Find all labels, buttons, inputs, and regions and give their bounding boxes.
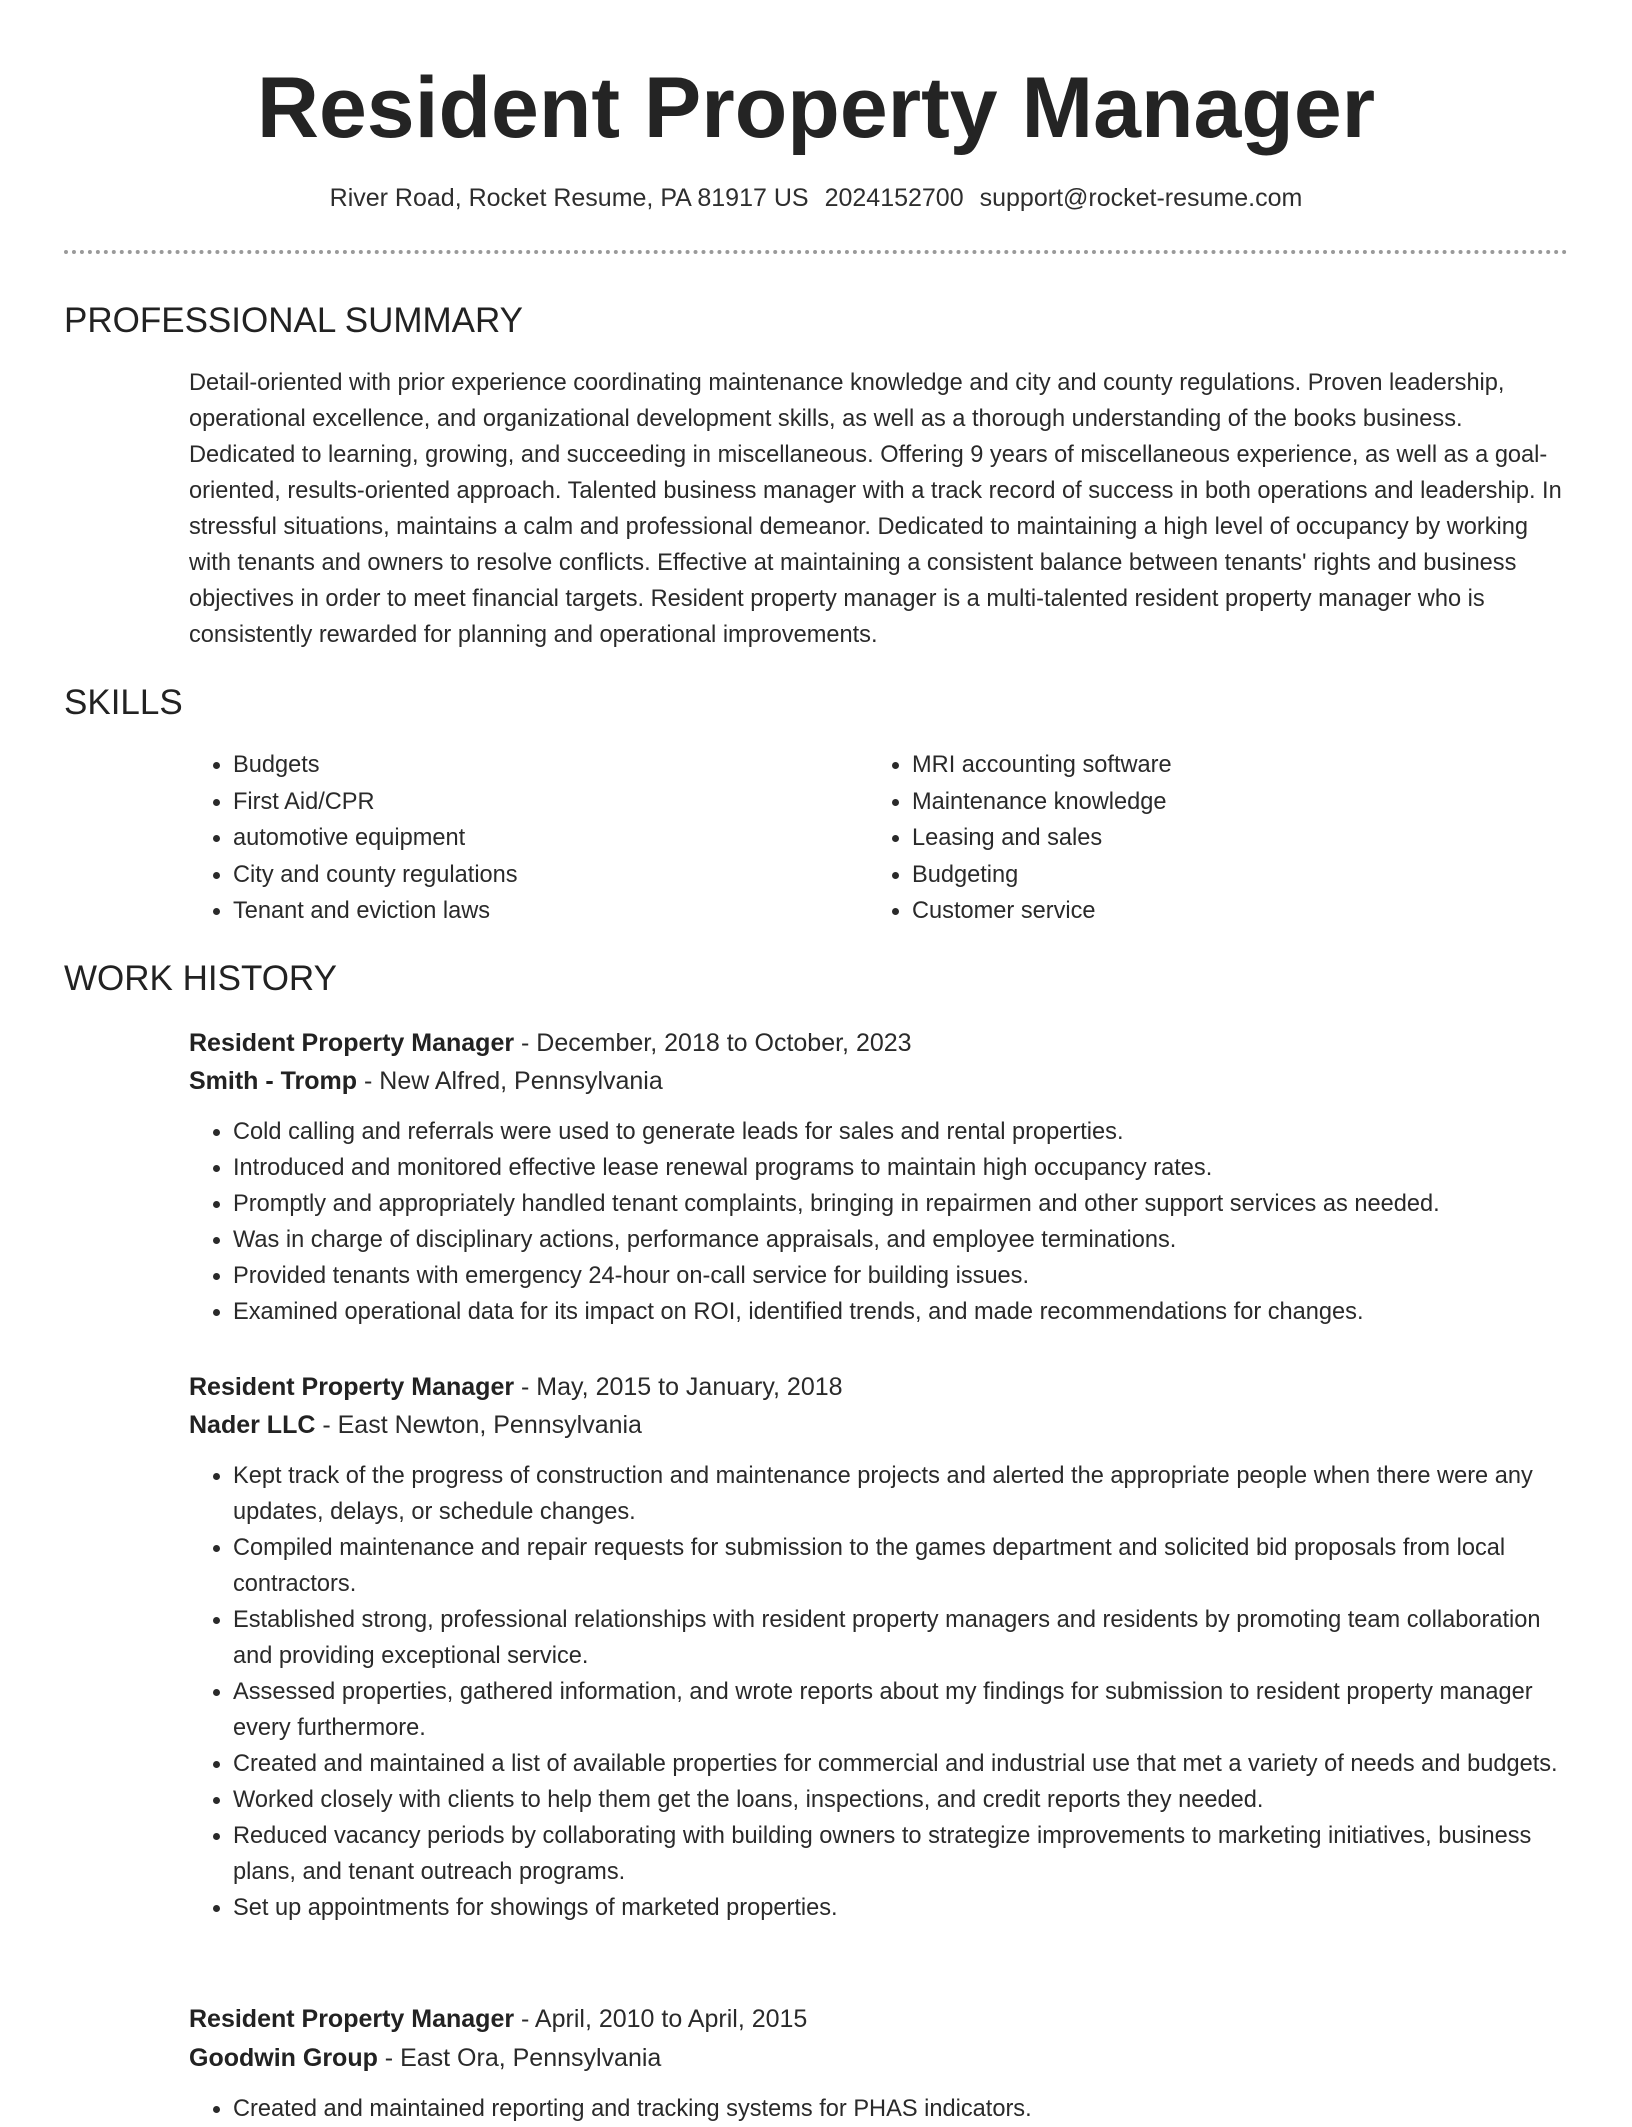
job-title: Resident Property Manager <box>189 2005 515 2033</box>
job-entry <box>189 1024 1569 1330</box>
skills-column-left <box>189 747 868 930</box>
job-company-line <box>189 2039 1569 2077</box>
contact-email: support@rocket-resume.com <box>979 184 1303 212</box>
skills-column-right <box>868 747 1547 930</box>
job-entry <box>189 1999 1569 2127</box>
summary-text: Detail-oriented with prior experience coordinating maintenance knowledge and city and county regulations. Proven leadership, operational excellence, and organizational development skills, as well as a thorough understanding of the books business. Dedicated to learning, growing, and succeeding in miscellaneous. Offering 9 years of miscellaneous experience, as well as a goal-oriented, results-oriented approach. Talented business manager with a track record of success in both operations and leadership. In stressful situations, maintains a calm and professional demeanor. Dedicated to maintaining a high level of occupancy by working with tenants and owners to resolve conflicts. Effective at maintaining a consistent balance between tenants' rights and business objectives in order to meet financial targets. Resident property manager is a multi-talented resident property manager who is consistently rewarded for planning and operational improvements. <box>189 370 1562 648</box>
job-title-line <box>189 1368 1569 1406</box>
job-bullets <box>189 1114 1569 1330</box>
skills-list <box>189 747 1564 930</box>
job-title: Resident Property Manager <box>189 1373 515 1401</box>
skill-item: • First Aid/CPR <box>233 784 868 821</box>
contact-address: River Road, Rocket Resume, PA 81917 US <box>329 184 809 212</box>
job-company: Smith - Tromp <box>189 1067 358 1095</box>
job-title-line <box>189 1024 1569 1062</box>
job-location: - New Alfred, Pennsylvania <box>357 1067 663 1095</box>
skill-item: • Tenant and eviction laws <box>233 893 868 930</box>
job-dates: - May, 2015 to January, 2018 <box>514 1373 843 1401</box>
job-bullet: • Established strong, professional relationships with resident property managers and residents by promoting team collaboration and providing exceptional service. <box>233 1602 1569 1674</box>
contact-phone: 2024152700 <box>824 184 964 212</box>
job-bullet: • Compiled maintenance and repair requests for submission to the games department and solicited bid proposals from local contractors. <box>233 1530 1569 1602</box>
job-location: - East Newton, Pennsylvania <box>315 1411 642 1439</box>
job-bullet: • Worked closely with clients to help them get the loans, inspections, and credit reports they needed. <box>233 1782 1569 1818</box>
job-bullet: • Introduced and monitored effective lease renewal programs to maintain high occupancy rates. <box>233 1150 1569 1186</box>
job-bullet: • Created and maintained a list of available properties for commercial and industrial use that met a variety of needs and budgets. <box>233 1746 1569 1782</box>
job-location: - East Ora, Pennsylvania <box>377 2044 662 2072</box>
job-bullet: • Was in charge of disciplinary actions, performance appraisals, and employee terminations. <box>233 1222 1569 1258</box>
skill-item: • Budgets <box>233 747 868 784</box>
job-title: Resident Property Manager <box>189 1029 515 1057</box>
resume-name: Resident Property Manager <box>256 60 1376 156</box>
job-bullets <box>189 1458 1569 1926</box>
job-bullet: • Cold calling and referrals were used to generate leads for sales and rental properties. <box>233 1114 1569 1150</box>
job-company-line <box>189 1406 1569 1444</box>
skill-item: • Customer service <box>912 893 1547 930</box>
header-divider <box>64 250 1568 254</box>
job-dates: - April, 2010 to April, 2015 <box>514 2005 808 2033</box>
section-title-work-history: WORK HISTORY <box>64 959 337 998</box>
job-bullet: • Promptly and appropriately handled tenant complaints, bringing in repairmen and other support services as needed. <box>233 1186 1569 1222</box>
job-title-line <box>189 1999 1569 2039</box>
skill-item: • Leasing and sales <box>912 820 1547 857</box>
job-bullet: • Examined operational data for its impact on ROI, identified trends, and made recommendations for changes. <box>233 1294 1569 1330</box>
job-bullet: • Reduced vacancy periods by collaborating with building owners to strategize improvements to marketing initiatives, business plans, and tenant outreach programs. <box>233 1818 1569 1890</box>
job-bullet: • Assessed properties, gathered information, and wrote reports about my findings for submission to resident property manager every furthermore. <box>233 1674 1569 1746</box>
job-entry <box>189 1368 1569 1926</box>
section-title-skills: SKILLS <box>64 683 183 722</box>
section-title-summary: PROFESSIONAL SUMMARY <box>64 301 523 340</box>
job-company: Goodwin Group <box>189 2044 378 2072</box>
job-dates: - December, 2018 to October, 2023 <box>514 1029 912 1057</box>
skill-item: • automotive equipment <box>233 820 868 857</box>
job-company: Nader LLC <box>189 1411 316 1439</box>
skill-item: • Maintenance knowledge <box>912 784 1547 821</box>
contact-line <box>0 182 1632 214</box>
skill-item: • Budgeting <box>912 857 1547 894</box>
skill-item: • MRI accounting software <box>912 747 1547 784</box>
job-bullet: • Set up appointments for showings of marketed properties. <box>233 1890 1569 1926</box>
job-company-line <box>189 1062 1569 1100</box>
job-bullet: • Kept track of the progress of construction and maintenance projects and alerted the appropriate people when there were any updates, delays, or schedule changes. <box>233 1458 1569 1530</box>
job-bullet: • Created and maintained reporting and tracking systems for PHAS indicators. <box>233 2091 1569 2127</box>
job-bullet: • Provided tenants with emergency 24-hour on-call service for building issues. <box>233 1258 1569 1294</box>
job-bullets <box>189 2091 1569 2127</box>
skill-item: • City and county regulations <box>233 857 868 894</box>
